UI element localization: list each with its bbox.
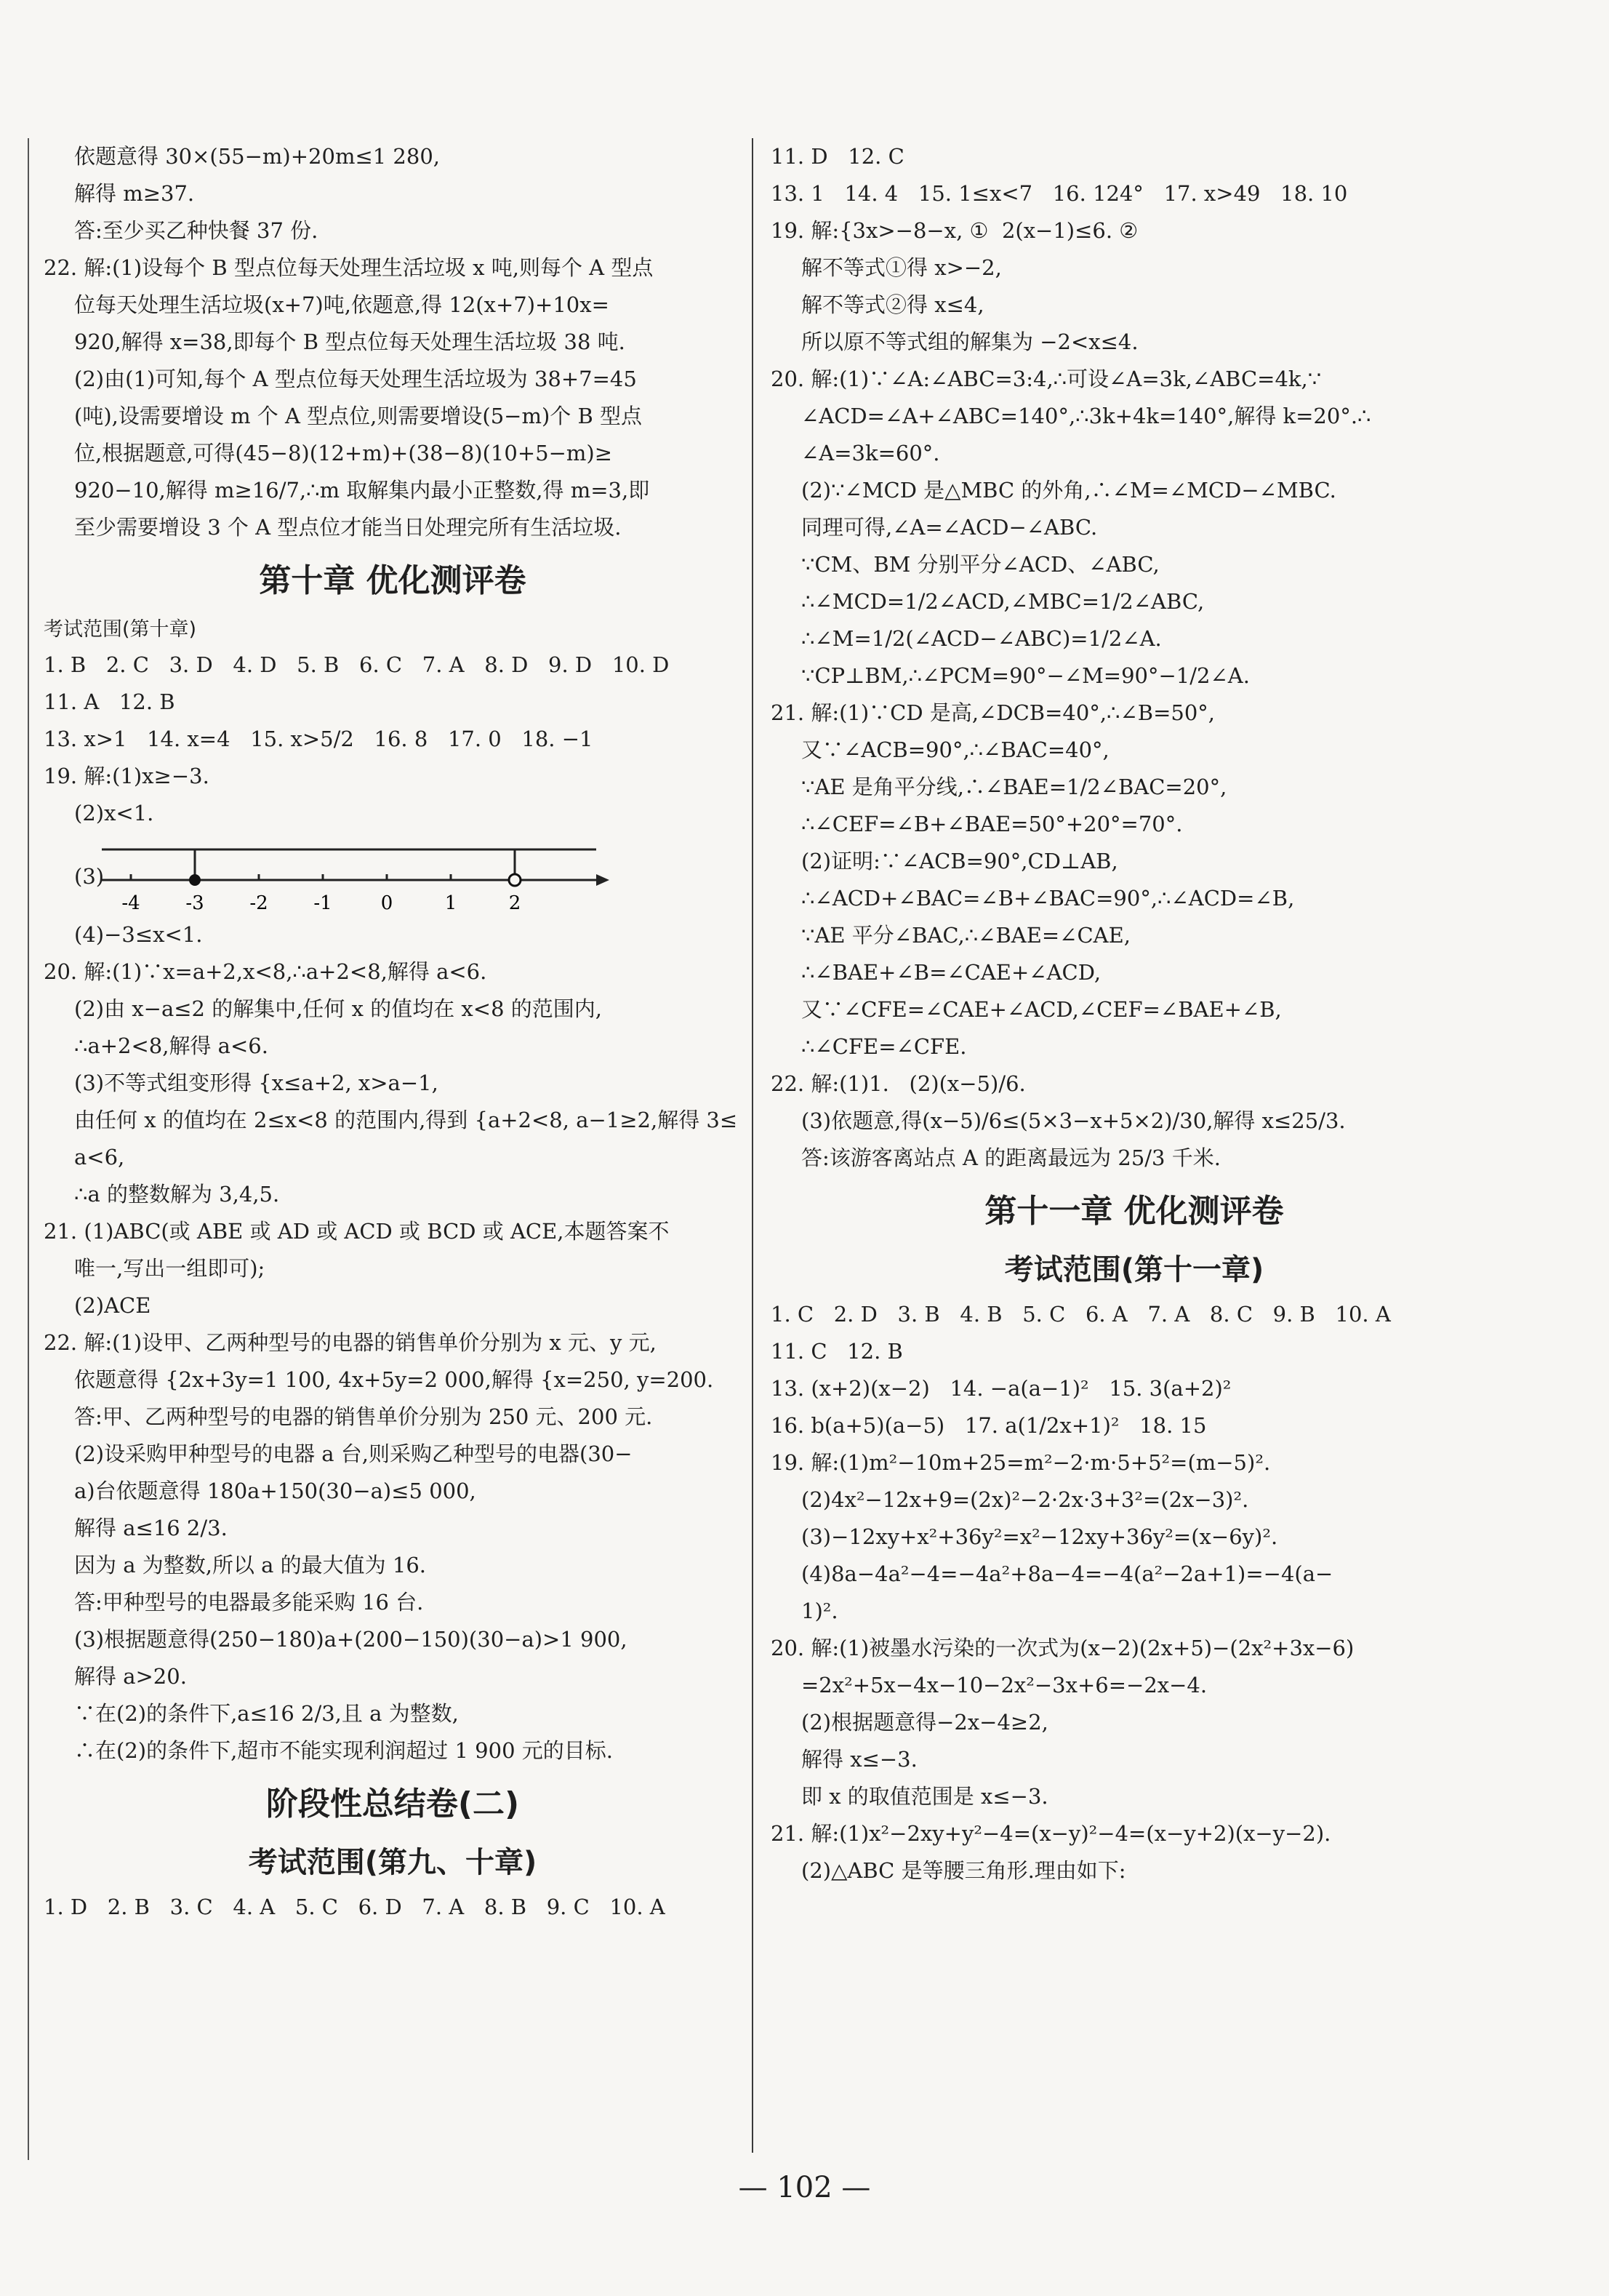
- text-line: 即 x 的取值范围是 x≤−3.: [801, 1784, 1048, 1809]
- text-line: 又∵∠CFE=∠CAE+∠ACD,∠CEF=∠BAE+∠B,: [801, 997, 1282, 1022]
- text-line: 13. (x+2)(x−2) 14. −a(a−1)² 15. 3(a+2)²: [771, 1376, 1232, 1401]
- text-line: (2)ACE: [74, 1293, 151, 1318]
- stage-summary-title: 阶段性总结卷(二): [265, 1785, 520, 1823]
- number-line-tick-label: 2: [508, 892, 521, 914]
- page-number: — 102 —: [738, 2171, 871, 2204]
- text-line: 1. C 2. D 3. B 4. B 5. C 6. A 7. A 8. C 9. B 10. A: [771, 1302, 1391, 1327]
- text-line: 20. 解:(1)被墨水污染的一次式为(x−2)(2x+5)−(2x²+3x−6): [771, 1636, 1355, 1660]
- text-line: (2)∵∠MCD 是△MBC 的外角,∴∠M=∠MCD−∠MBC.: [801, 478, 1336, 503]
- number-line-tick-label: 1: [444, 892, 457, 914]
- text-line: 因为 a 为整数,所以 a 的最大值为 16.: [74, 1553, 427, 1577]
- right-column: [771, 138, 1498, 1889]
- text-line: 19. 解:(1)x≥−3.: [44, 764, 209, 788]
- chapter-10-scope: 考试范围(第十章): [44, 618, 197, 641]
- text-line: ∠A=3k=60°.: [801, 441, 940, 465]
- text-line: (2)由(1)可知,每个 A 型点位每天处理生活垃圾为 38+7=45: [74, 367, 637, 391]
- number-line-tick-label: -2: [249, 892, 268, 914]
- text-line: (2)证明:∵∠ACB=90°,CD⊥AB,: [801, 849, 1118, 873]
- number-line: [87, 836, 611, 916]
- text-line: (3)依题意,得(x−5)/6≤(5×3−x+5×2)/30,解得 x≤25/3.: [801, 1108, 1346, 1133]
- text-line: 依题意得 30×(55−m)+20m≤1 280,: [74, 144, 440, 169]
- number-line-tick-label: -3: [185, 892, 204, 914]
- text-line: ∴∠ACD+∠BAC=∠B+∠BAC=90°,∴∠ACD=∠B,: [801, 886, 1295, 911]
- text-line: 1)².: [801, 1599, 838, 1623]
- text-line: 解不等式①得 x>−2,: [801, 255, 1002, 280]
- text-line: 22. 解:(1)设每个 B 型点位每天处理生活垃圾 x 吨,则每个 A 型点: [44, 255, 654, 280]
- text-line: 所以原不等式组的解集为 −2<x≤4.: [801, 329, 1139, 354]
- text-line: 19. 解:{3x>−8−x, ① 2(x−1)≤6. ②: [771, 218, 1139, 243]
- chapter-11-title: 第十一章 优化测评卷: [984, 1193, 1284, 1230]
- text-line: (吨),设需要增设 m 个 A 型点位,则需要增设(5−m)个 B 型点: [74, 404, 643, 428]
- text-line: 19. 解:(1)m²−10m+25=m²−2·m·5+5²=(m−5)².: [771, 1450, 1271, 1475]
- text-line: 解不等式②得 x≤4,: [801, 292, 984, 317]
- text-line: 位每天处理生活垃圾(x+7)吨,依题意,得 12(x+7)+10x=: [74, 292, 609, 317]
- text-line: ∵AE 平分∠BAC,∴∠BAE=∠CAE,: [801, 923, 1131, 948]
- text-line: (2)△ABC 是等腰三角形.理由如下:: [801, 1858, 1126, 1883]
- text-line: 11. C 12. B: [771, 1339, 903, 1364]
- text-line: (2)根据题意得−2x−4≥2,: [801, 1710, 1048, 1735]
- text-line: (2)x<1.: [74, 801, 154, 825]
- text-line: 13. x>1 14. x=4 15. x>5/2 16. 8 17. 0 18. −1: [44, 727, 593, 751]
- text-line: (2)由 x−a≤2 的解集中,任何 x 的值均在 x<8 的范围内,: [74, 996, 602, 1021]
- text-line: (3)根据题意得(250−180)a+(200−150)(30−a)>1 900,: [74, 1627, 627, 1652]
- text-line: (3)不等式组变形得 {x≤a+2, x>a−1,: [74, 1071, 438, 1095]
- text-line: 至少需要增设 3 个 A 型点位才能当日处理完所有生活垃圾.: [74, 515, 622, 540]
- text-line: 22. 解:(1)1. (2)(x−5)/6.: [771, 1071, 1026, 1096]
- text-line: 920,解得 x=38,即每个 B 型点位每天处理生活垃圾 38 吨.: [74, 329, 625, 354]
- block1: [44, 138, 742, 249]
- number-line-tick-label: 0: [380, 892, 393, 914]
- text-line: ∵AE 是角平分线,∴∠BAE=1/2∠BAC=20°,: [801, 775, 1227, 799]
- text-line: 唯一,写出一组即可);: [74, 1256, 265, 1281]
- text-line: ∴∠BAE+∠B=∠CAE+∠ACD,: [801, 960, 1102, 985]
- text-line: ∠ACD=∠A+∠ABC=140°,∴3k+4k=140°,解得 k=20°.∴: [801, 404, 1371, 428]
- stage-summary-scope: 考试范围(第九、十章): [248, 1846, 537, 1879]
- number-line-tick-label: -4: [121, 892, 140, 914]
- left-margin-rule: [28, 138, 29, 2160]
- text-line: 21. (1)ABC(或 ABE 或 AD 或 ACD 或 BCD 或 ACE,本题答案不: [44, 1219, 670, 1244]
- text-line: 答:甲、乙两种型号的电器的销售单价分别为 250 元、200 元.: [74, 1404, 653, 1429]
- text-line: 21. 解:(1)∵CD 是高,∠DCB=40°,∴∠B=50°,: [771, 700, 1216, 725]
- question-22: [44, 249, 742, 546]
- text-line: 1. D 2. B 3. C 4. A 5. C 6. D 7. A 8. B 9. C 10. A: [44, 1895, 665, 1919]
- text-line: ∴∠CFE=∠CFE.: [801, 1034, 967, 1059]
- text-line: 又∵∠ACB=90°,∴∠BAC=40°,: [801, 737, 1110, 762]
- text-line: 解得 x≤−3.: [801, 1747, 918, 1772]
- text-line: 16. b(a+5)(a−5) 17. a(1/2x+1)² 18. 15: [771, 1413, 1207, 1438]
- text-line: 解得 a≤16 2/3.: [74, 1516, 228, 1540]
- text-line: ∴∠M=1/2(∠ACD−∠ABC)=1/2∠A.: [801, 626, 1162, 651]
- text-line: 依题意得 {2x+3y=1 100, 4x+5y=2 000,解得 {x=250, y=200.: [74, 1367, 714, 1392]
- text-line: 20. 解:(1)∵∠A:∠ABC=3:4,∴可设∠A=3k,∠ABC=4k,∵: [771, 367, 1322, 391]
- text-line: 13. 1 14. 4 15. 1≤x<7 16. 124° 17. x>49 18. 10: [771, 181, 1348, 206]
- text-line: 920−10,解得 m≥16/7,∴m 取解集内最小正整数,得 m=3,即: [74, 478, 650, 503]
- text-line: 22. 解:(1)设甲、乙两种型号的电器的销售单价分别为 x 元、y 元,: [44, 1330, 657, 1355]
- text-line: (4)8a−4a²−4=−4a²+8a−4=−4(a²−2a+1)=−4(a−: [801, 1561, 1333, 1586]
- text-line: ∴在(2)的条件下,超市不能实现利润超过 1 900 元的目标.: [74, 1738, 613, 1763]
- text-line: =2x²+5x−4x−10−2x²−3x+6=−2x−4.: [801, 1673, 1208, 1697]
- text-line: a)台依题意得 180a+150(30−a)≤5 000,: [74, 1479, 476, 1503]
- text-line: 21. 解:(1)x²−2xy+y²−4=(x−y)²−4=(x−y+2)(x−y−2).: [771, 1821, 1331, 1846]
- number-line-tick-label: -1: [313, 892, 332, 914]
- text-line: 11. D 12. C: [771, 144, 904, 169]
- text-line: ∴a 的整数解为 3,4,5.: [74, 1182, 280, 1207]
- text-line: ∴∠CEF=∠B+∠BAE=50°+20°=70°.: [801, 812, 1183, 836]
- text-line: (2)4x²−12x+9=(2x)²−2·2x·3+3²=(2x−3)².: [801, 1487, 1249, 1512]
- text-line: 答:甲种型号的电器最多能采购 16 台.: [74, 1590, 424, 1615]
- text-line: 由任何 x 的值均在 2≤x<8 的范围内,得到 {a+2<8, a−1≥2,解得 3≤: [74, 1108, 738, 1132]
- text-line: ∵CM、BM 分别平分∠ACD、∠ABC,: [801, 552, 1160, 577]
- number-line-block: [44, 836, 742, 916]
- left-column: [44, 138, 742, 1926]
- number-line-label: (3): [74, 864, 105, 889]
- text-line: 20. 解:(1)∵x=a+2,x<8,∴a+2<8,解得 a<6.: [44, 959, 487, 984]
- text-line: 解得 m≥37.: [74, 181, 195, 206]
- chapter-10-title: 第十章 优化测评卷: [259, 562, 526, 599]
- column-divider: [752, 138, 753, 2153]
- text-line: a<6,: [74, 1145, 125, 1169]
- text-line: (4)−3≤x<1.: [74, 922, 203, 947]
- text-line: ∵CP⊥BM,∴∠PCM=90°−∠M=90°−1/2∠A.: [801, 663, 1250, 688]
- text-line: (3)−12xy+x²+36y²=x²−12xy+36y²=(x−6y)².: [801, 1524, 1278, 1549]
- text-line: 答:该游客离站点 A 的距离最远为 25/3 千米.: [801, 1145, 1221, 1170]
- chapter-11-scope: 考试范围(第十一章): [1004, 1253, 1264, 1287]
- text-line: 1. B 2. C 3. D 4. D 5. B 6. C 7. A 8. D 9. D 10. D: [44, 652, 670, 677]
- text-line: 答:至少买乙种快餐 37 份.: [74, 218, 318, 243]
- text-line: 解得 a>20.: [74, 1664, 187, 1689]
- text-line: ∵在(2)的条件下,a≤16 2/3,且 a 为整数,: [74, 1701, 459, 1726]
- text-line: 同理可得,∠A=∠ACD−∠ABC.: [801, 515, 1098, 540]
- text-line: ∴a+2<8,解得 a<6.: [74, 1033, 268, 1058]
- text-line: 11. A 12. B: [44, 689, 175, 714]
- text-line: ∴∠MCD=1/2∠ACD,∠MBC=1/2∠ABC,: [801, 589, 1205, 614]
- text-line: (2)设采购甲种型号的电器 a 台,则采购乙种型号的电器(30−: [74, 1441, 633, 1466]
- text-line: 位,根据题意,可得(45−8)(12+m)+(38−8)(10+5−m)≥: [74, 441, 612, 465]
